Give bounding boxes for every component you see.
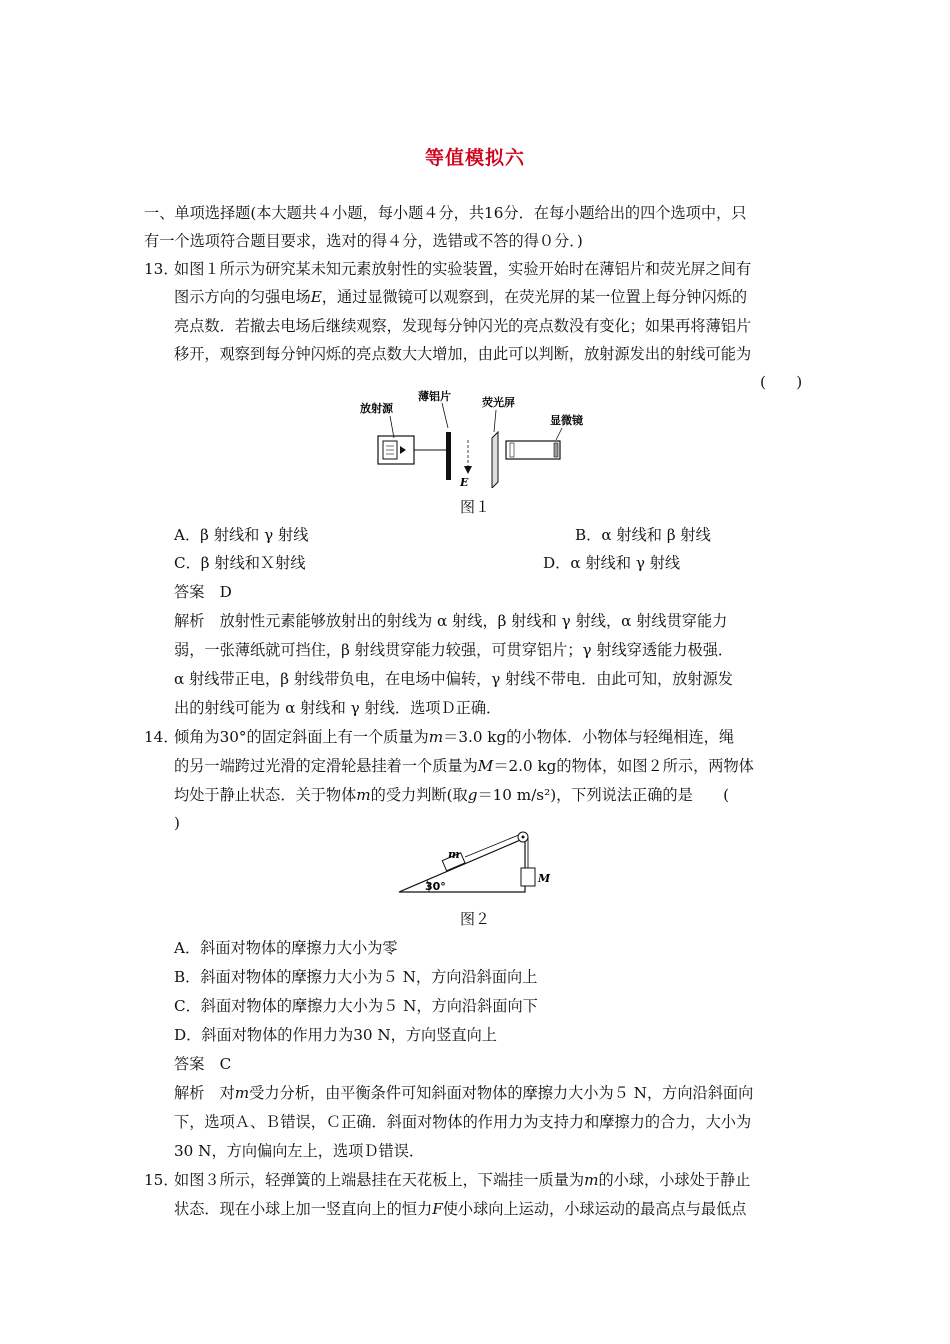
answer-13: 答案 D xyxy=(174,583,232,601)
figure-1-apparatus xyxy=(350,388,620,488)
label-aluminum-foil: 薄铝片 xyxy=(418,390,451,403)
explanation-13-line-3: α 射线带正电，β 射线带负电，在电场中偏转，γ 射线不带电．由此可知，放射源发 xyxy=(174,670,733,688)
question-13-line-4: 移开，观察到每分钟闪烁的亮点数大大增加，由此可以判断，放射源发出的射线可能为 xyxy=(174,345,752,363)
question-13-line-2: 图示方向的匀强电场E，通过显微镜可以观察到，在荧光屏的某一位置上每分钟闪烁的 xyxy=(174,288,748,306)
question-14-line-3: 均处于静止状态．关于物体m的受力判断(取g＝10 m/s²)，下列说法正确的是 ( xyxy=(174,786,730,804)
option-14-a: A．斜面对物体的摩擦力大小为零 xyxy=(174,939,398,957)
explanation-14-line-1: 解析 对m受力分析，由平衡条件可知斜面对物体的摩擦力大小为５ N，方向沿斜面向 xyxy=(174,1084,754,1102)
option-13-d: D．α 射线和 γ 射线 xyxy=(543,554,681,572)
question-14-line-4: ) xyxy=(174,814,180,832)
label-microscope: 显微镜 xyxy=(550,414,583,427)
option-14-b: B．斜面对物体的摩擦力大小为５ N，方向沿斜面向上 xyxy=(174,968,538,986)
option-14-c: C．斜面对物体的摩擦力大小为５ N，方向沿斜面向下 xyxy=(174,997,538,1015)
label-angle: 30° xyxy=(425,880,446,893)
page-title: 等值模拟六 xyxy=(424,147,525,169)
question-13-number: 13． xyxy=(144,260,179,278)
question-14-line-1: 倾角为30°的固定斜面上有一个质量为m＝3.0 kg的小物体．小物体与轻绳相连，绳 xyxy=(174,728,735,746)
answer-14: 答案 C xyxy=(174,1055,232,1073)
label-big-m: M xyxy=(538,872,551,885)
explanation-13-line-4: 出的射线可能为 α 射线和 γ 射线．选项Ｄ正确． xyxy=(174,699,502,717)
aluminum-foil xyxy=(446,432,451,480)
option-13-a: A．β 射线和 γ 射线 xyxy=(174,526,309,544)
radioactive-source-box xyxy=(378,436,414,464)
question-14-line-2: 的另一端跨过光滑的定滑轮悬挂着一个质量为M＝2.0 kg的物体，如图２所示，两物体 xyxy=(174,757,754,775)
figure-2-incline xyxy=(395,826,565,896)
option-13-c: C．β 射线和Ｘ射线 xyxy=(174,554,306,572)
option-14-d: D．斜面对物体的作用力为30 N，方向竖直向上 xyxy=(174,1026,497,1044)
fluorescent-screen xyxy=(492,432,498,488)
option-13-b: B．α 射线和 β 射线 xyxy=(575,526,711,544)
question-13-line-1: 如图１所示为研究某未知元素放射性的实验装置，实验开始时在薄铝片和荧光屏之间有 xyxy=(174,260,752,278)
explanation-14-line-3: 30 N，方向偏向左上，选项Ｄ错误． xyxy=(174,1142,425,1160)
explanation-14-line-2: 下，选项Ａ、Ｂ错误，Ｃ正确．斜面对物体的作用力为支持力和摩擦力的合力，大小为 xyxy=(174,1113,752,1131)
question-15-line-2: 状态．现在小球上加一竖直向上的恒力F使小球向上运动，小球运动的最高点与最低点 xyxy=(174,1200,747,1218)
explanation-13-line-2: 弱，一张薄纸就可挡住，β 射线贯穿能力较强，可贯穿铝片；γ 射线穿透能力极强． xyxy=(174,641,734,659)
section-intro-line-2: 有一个选项符合题目要求，选对的得４分，选错或不答的得０分．) xyxy=(144,232,583,250)
label-radioactive-source: 放射源 xyxy=(360,402,393,415)
explanation-13-line-1: 解析 放射性元素能够放射出的射线为 α 射线，β 射线和 γ 射线，α 射线贯穿能力 xyxy=(174,612,728,630)
figure-1-caption: 图１ xyxy=(459,498,490,516)
incline-triangle xyxy=(399,838,525,892)
rope-incline xyxy=(465,834,521,857)
label-m: m xyxy=(448,848,460,861)
microscope xyxy=(506,441,560,459)
answer-blank: ( ) xyxy=(760,373,803,391)
label-field-e: E xyxy=(460,476,469,488)
label-fluorescent-screen: 荧光屏 xyxy=(482,396,515,409)
figure-2-caption: 图２ xyxy=(459,910,490,928)
question-14-number: 14． xyxy=(144,728,179,746)
block-big-m xyxy=(521,868,535,886)
section-intro-line-1: 一、单项选择题(本大题共４小题，每小题４分，共16分．在每小题给出的四个选项中，只 xyxy=(144,204,747,222)
question-13-line-3: 亮点数．若撤去电场后继续观察，发现每分钟闪光的亮点数没有变化；如果再将薄铝片 xyxy=(174,317,752,335)
question-15-line-1: 如图３所示，轻弹簧的上端悬挂在天花板上，下端挂一质量为m的小球，小球处于静止 xyxy=(174,1171,751,1189)
question-15-number: 15． xyxy=(144,1171,179,1189)
